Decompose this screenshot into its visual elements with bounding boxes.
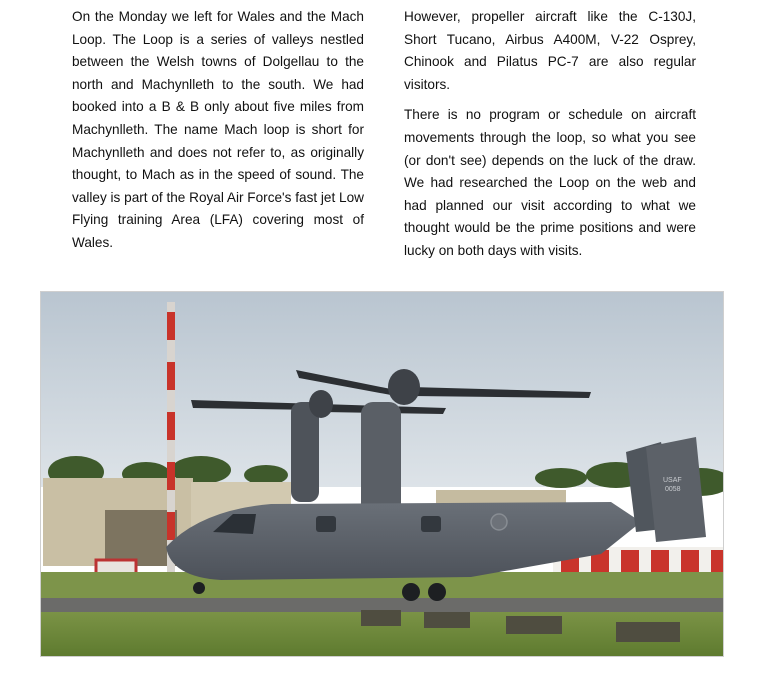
fuselage-window-2 [421,516,441,532]
runway [41,598,724,612]
prop-hub-front [388,369,420,405]
nacelle-rear [291,402,319,502]
osprey-photo [40,291,724,657]
prop-hub-rear [309,390,333,418]
paragraph-no-schedule: There is no program or schedule on aircraft movements through the loop, so what you see (or don't see) depends on the luck of the draw. We had researched the Loop on the web and had planned our visit according to what we thought would be the prime positions and were lucky on both days with visits. [404,107,696,258]
article-right-column [404,6,696,271]
paragraph-propeller-aircraft: However, propeller aircraft like the C-130J, Short Tucano, Airbus A400M, V-22 Osprey, Chinook and Pilatus PC-7 are also regular visitors. [404,9,696,92]
tail-marking-line1: USAF [663,477,682,484]
tail-marking-line2: 0058 [665,486,681,493]
article-left-column [72,6,364,263]
fuselage-window-1 [316,516,336,532]
paragraph-mach-loop-intro: On the Monday we left for Wales and the Mach Loop. The Loop is a series of valleys nestled between the Welsh towns of Dolgellau to the north and Machynlleth to the south. We had booked into a B & B only about five miles from Machynlleth. The name Mach loop is short for Machynlleth and does not refer to, as originally thought, to Mach as in the speed of sound. The valley is part of the Royal Air Force's fast jet Low Flying training Area (LFA) covering most of Wales. [72,9,364,250]
roundel [491,514,507,530]
